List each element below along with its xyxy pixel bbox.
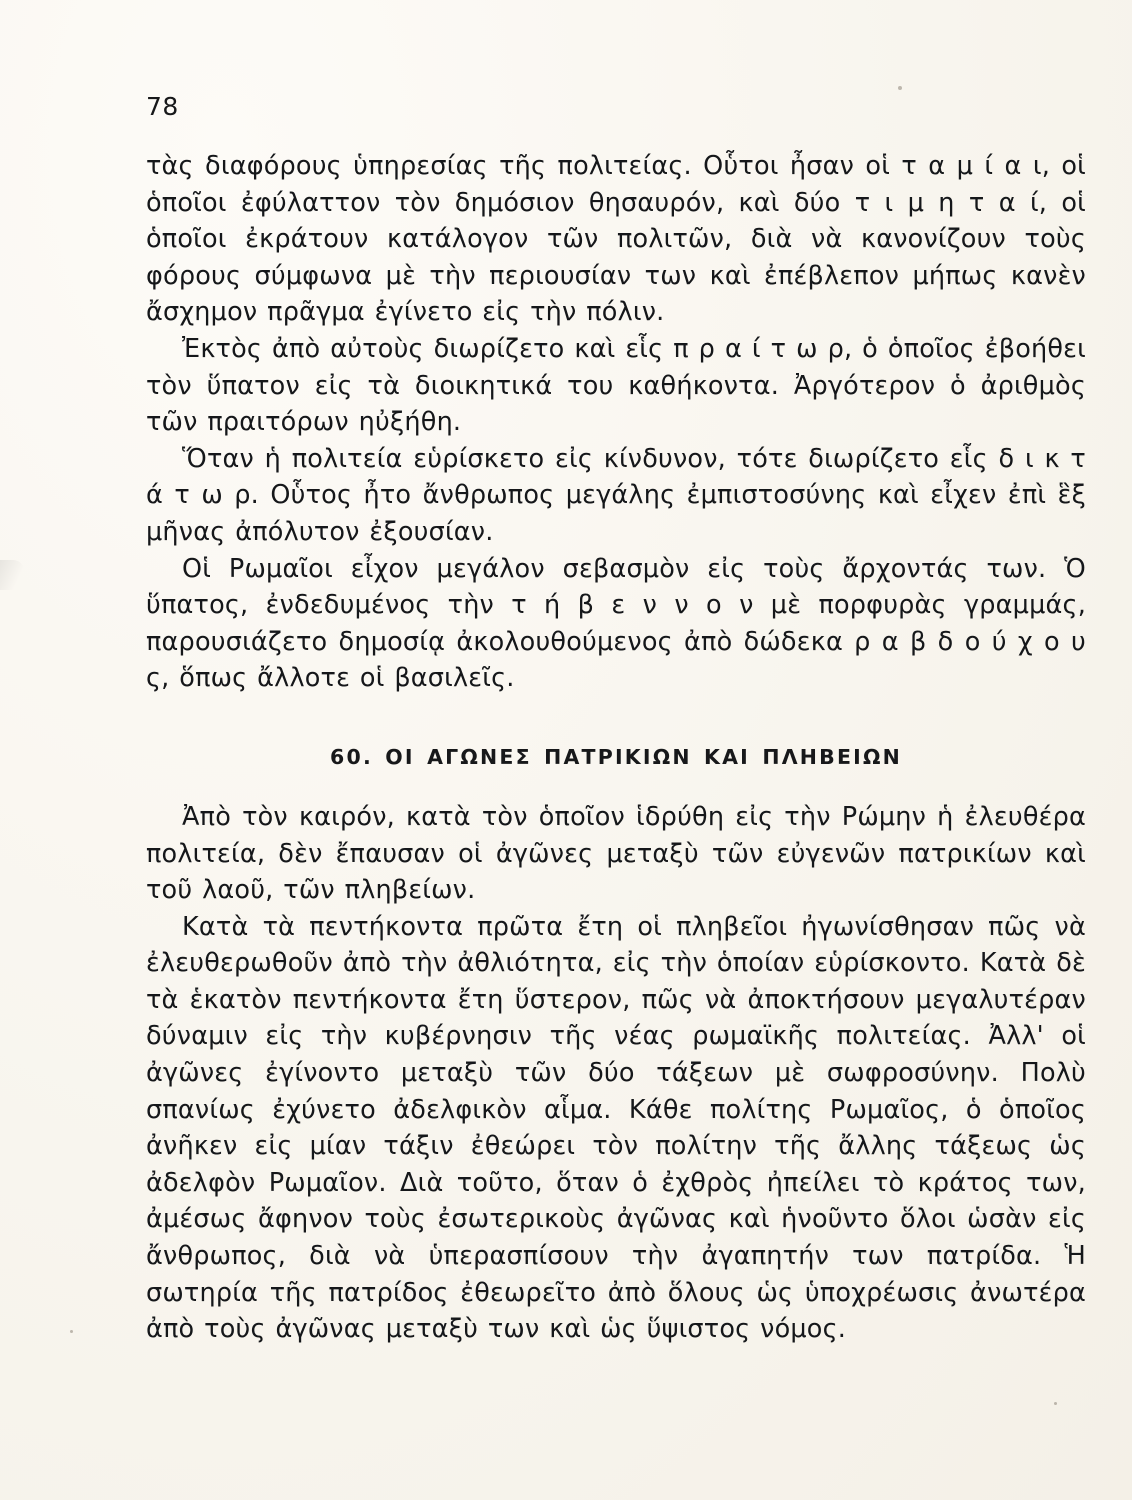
paragraph: Ἀπὸ τὸν καιρόν, κατὰ τὸν ὁποῖον ἱδρύθη εἰς τὴν Ρώμην ἡ ἐλευθέρα πολιτεία, δὲν ἔπαυσαν οἱ ἀγῶνες μεταξὺ τῶν εὐγενῶν πατρικίων καὶ τοῦ λαοῦ, τῶν πληβείων. xyxy=(146,801,1086,906)
section-heading: 60. ΟΙ ΑΓΩΝΕΣ ΠΑΤΡΙΚΙΩΝ ΚΑΙ ΠΛΗΒΕΙΩΝ xyxy=(330,744,902,769)
paper-speck xyxy=(1054,1402,1057,1405)
paragraph: Οἱ Ρωμαῖοι εἶχον μεγάλον σεβασμὸν εἰς τοὺς ἄρχοντάς των. Ὁ ὕπατος, ἐνδεδυμένος τὴν τ ή β ε ν ν ο ν μὲ πορφυρὰς γραμμάς, παρουσιάζετο δημοσίᾳ ἀκολουθούμενος ἀπὸ δώδεκα ρ α β δ ο ύ χ ο υ ς, ὅπως ἄλλοτε οἱ βασιλεῖς. xyxy=(146,553,1086,694)
page-edge-mark xyxy=(0,560,26,590)
page-content xyxy=(146,148,1086,1348)
paragraph: Κατὰ τὰ πεντήκοντα πρῶτα ἔτη οἱ πληβεῖοι ἠγωνίσθησαν πῶς νὰ ἐλευθερωθοῦν ἀπὸ τὴν ἀθλιότητα, εἰς τὴν ὁποίαν εὑρίσκοντο. Κατὰ δὲ τὰ ἑκατὸν πεντήκοντα ἔτη ὕστερον, πῶς νὰ ἀποκτήσουν μεγαλυτέραν δύναμιν εἰς τὴν κυβέρνησιν τῆς νέας ρωμαϊκῆς πολιτείας. Ἀλλ' οἱ ἀγῶνες ἐγίνοντο μεταξὺ τῶν δύο τάξεων μὲ σωφροσύνην. Πολὺ σπανίως ἐχύνετο ἀδελφικὸν αἷμα. Κάθε πολίτης Ρωμαῖος, ὁ ὁποῖος ἀνῆκεν εἰς μίαν τάξιν ἐθεώρει τὸν πολίτην τῆς ἄλλης τάξεως ὡς ἀδελφὸν Ρωμαῖον. Διὰ τοῦτο, ὅταν ὁ ἐχθρὸς ἠπείλει τὸ κράτος των, ἀμέσως ἄφηνον τοὺς ἐσωτερικοὺς ἀγῶνας καὶ ἡνοῦντο ὅλοι ὡσὰν εἰς ἄνθρωπος, διὰ νὰ ὑπερασπίσουν τὴν ἀγαπητήν των πατρίδα. Ἡ σωτηρία τῆς πατρίδος ἐθεωρεῖτο ἀπὸ ὅλους ὡς ὑποχρέωσις ἀνωτέρα ἀπὸ τοὺς ἀγῶνας μεταξὺ των καὶ ὡς ὕψιστος νόμος. xyxy=(146,911,1086,1345)
paragraph: Ὅταν ἡ πολιτεία εὑρίσκετο εἰς κίνδυνον, τότε διωρίζετο εἷς δ ι κ τ ά τ ω ρ. Οὗτος ἦτο ἄνθρωπος μεγάλης ἐμπιστοσύνης καὶ εἶχεν ἐπὶ ἓξ μῆνας ἀπόλυτον ἐξουσίαν. xyxy=(146,443,1086,547)
paragraph: Ἐκτὸς ἀπὸ αὐτοὺς διωρίζετο καὶ εἷς π ρ α ί τ ω ρ, ὁ ὁποῖος ἐβοήθει τὸν ὕπατον εἰς τὰ διοικητικά του καθήκοντα. Ἀργότερον ὁ ἀριθμὸς τῶν πραιτόρων ηὐξήθη. xyxy=(146,333,1086,438)
page-number: 78 xyxy=(146,92,179,121)
paragraph: τὰς διαφόρους ὑπηρεσίας τῆς πολιτείας. Οὗτοι ἦσαν οἱ τ α μ ί α ι, οἱ ὁποῖοι ἐφύλαττον τὸν δημόσιον θησαυρόν, καὶ δύο τ ι μ η τ α ί, οἱ ὁποῖοι ἐκράτουν κατάλογον τῶν πολιτῶν, διὰ νὰ κανονίζουν τοὺς φόρους σύμφωνα μὲ τὴν περιουσίαν των καὶ ἐπέβλεπον μήπως κανὲν ἄσχημον πρᾶγμα ἐγίνετο εἰς τὴν πόλιν. xyxy=(146,151,1086,328)
paper-speck xyxy=(898,86,902,90)
paper-speck xyxy=(70,1330,73,1333)
